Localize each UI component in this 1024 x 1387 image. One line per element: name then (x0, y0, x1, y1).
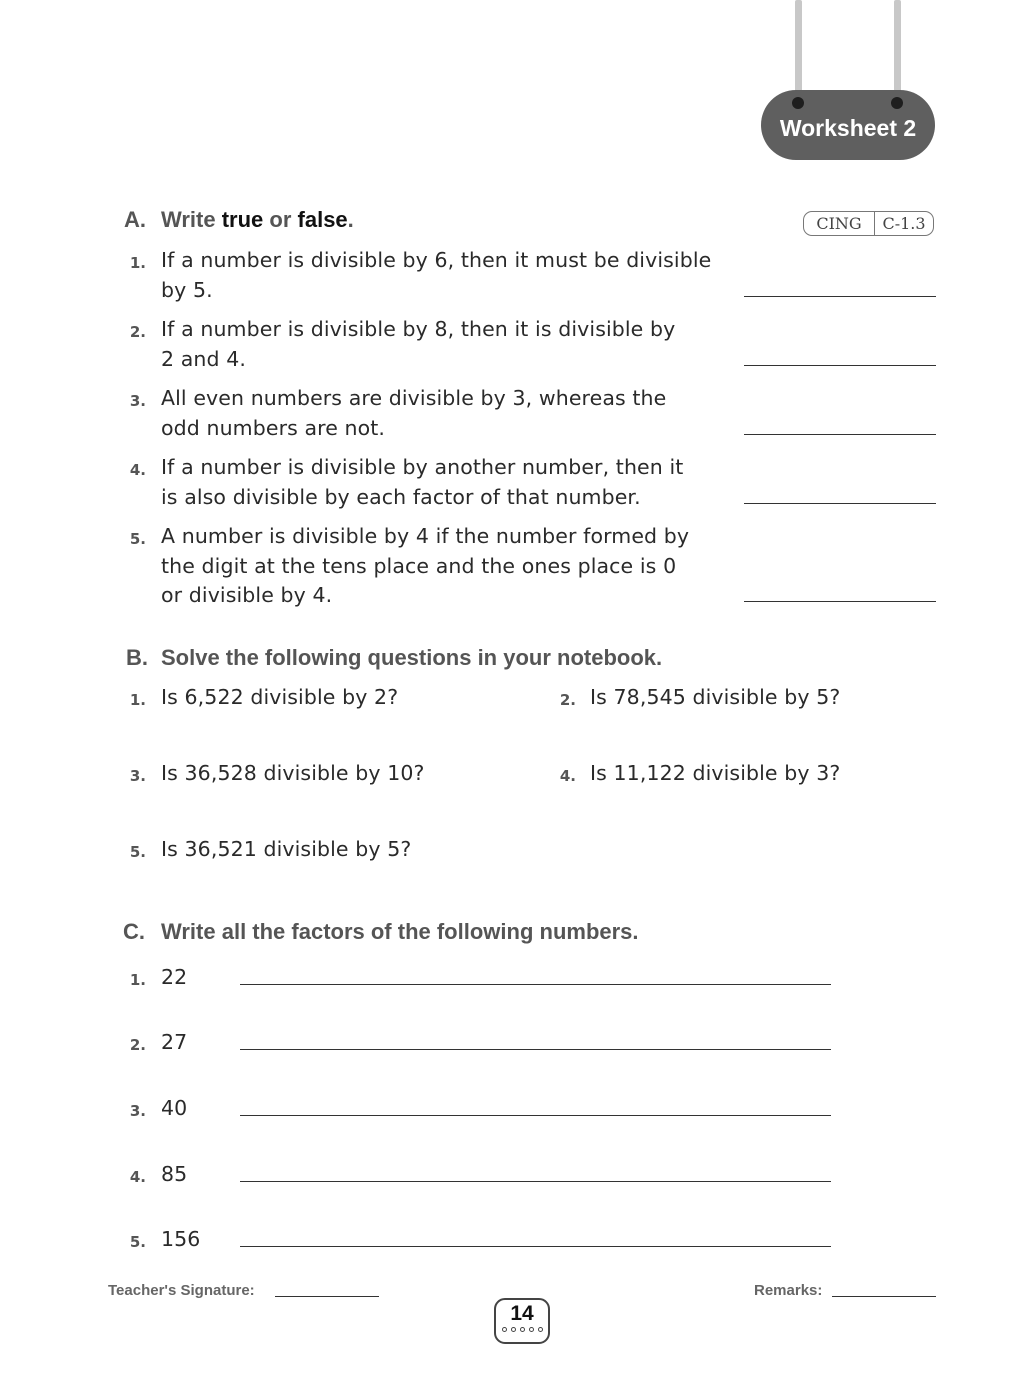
question-text: Is 36,528 divisible by 10? (161, 761, 425, 785)
factor-number: 27 (161, 1030, 188, 1054)
title-false: false (297, 207, 348, 232)
section-a-title (161, 207, 354, 233)
skill-badge-code: CING (804, 212, 875, 235)
question-line: All even numbers are divisible by 3, whereas the (161, 386, 667, 410)
question-number: 3. (129, 392, 146, 410)
section-b-title: Solve the following questions in your notebook. (161, 645, 663, 670)
question-text (161, 522, 689, 611)
question-line: A number is divisible by 4 if the number formed by (161, 524, 690, 548)
ring-left (792, 97, 804, 109)
question-number: 2. (129, 1036, 146, 1054)
skill-badge-chapter: C-1.3 (882, 214, 926, 233)
question-text (161, 453, 683, 512)
title-text: Write (161, 207, 222, 232)
question-number: 5. (129, 843, 146, 861)
question-text (161, 384, 666, 443)
skill-badge (803, 211, 934, 236)
answer-line[interactable] (744, 296, 936, 297)
question-line: odd numbers are not. (161, 415, 386, 440)
answer-line[interactable] (240, 1115, 831, 1116)
answer-line[interactable] (744, 503, 936, 504)
page-number: 14 (510, 1302, 534, 1325)
remarks-line[interactable] (832, 1296, 936, 1297)
page-number-badge (494, 1298, 550, 1344)
ring-right (891, 97, 903, 109)
question-line: If a number is divisible by 8, then it is divisible by (161, 317, 676, 341)
question-number: 4. (129, 1168, 146, 1186)
section-c-letter: C. (123, 919, 145, 944)
answer-line[interactable] (744, 365, 936, 366)
question-number: 2. (559, 691, 576, 709)
answer-line[interactable] (744, 434, 936, 435)
question-text (161, 246, 711, 305)
factor-number: 85 (161, 1162, 188, 1186)
question-number: 1. (129, 971, 146, 989)
question-number: 5. (129, 1233, 146, 1251)
factor-number: 40 (161, 1096, 188, 1120)
section-b-letter: B. (126, 645, 148, 670)
answer-line[interactable] (240, 984, 831, 985)
badge-dots-icon (502, 1327, 543, 1332)
section-a-letter: A. (124, 207, 146, 232)
question-number: 4. (129, 461, 146, 479)
question-line: If a number is divisible by another number, then it (161, 455, 684, 479)
hanger-left (795, 0, 802, 98)
teacher-signature-line[interactable] (275, 1296, 379, 1297)
answer-line[interactable] (240, 1181, 831, 1182)
answer-line[interactable] (240, 1049, 831, 1050)
question-text (161, 315, 675, 374)
question-line: 2 and 4. (161, 346, 247, 371)
worksheet-tag: Worksheet 2 (761, 90, 935, 160)
question-text: Is 36,521 divisible by 5? (161, 837, 412, 861)
question-number: 2. (129, 323, 146, 341)
question-line: If a number is divisible by 6, then it must be divisible (161, 248, 712, 272)
factor-number: 156 (161, 1227, 201, 1251)
question-number: 1. (129, 691, 146, 709)
question-number: 4. (559, 767, 576, 785)
question-line: is also divisible by each factor of that number. (161, 484, 641, 509)
section-c-title: Write all the factors of the following numbers. (161, 919, 639, 944)
question-line: by 5. (161, 277, 213, 302)
answer-line[interactable] (744, 601, 936, 602)
hanger-right (894, 0, 901, 98)
question-text: Is 78,545 divisible by 5? (590, 685, 841, 709)
question-line: the digit at the tens place and the ones place is 0 (161, 553, 677, 578)
title-text: or (263, 207, 298, 232)
title-text: . (347, 207, 354, 232)
answer-line[interactable] (240, 1246, 831, 1247)
question-number: 5. (129, 530, 146, 548)
question-number: 3. (129, 767, 146, 785)
title-true: true (221, 207, 264, 232)
remarks-label: Remarks: (754, 1282, 823, 1299)
question-line: or divisible by 4. (161, 583, 333, 607)
question-text: Is 6,522 divisible by 2? (161, 685, 399, 709)
factor-number: 22 (161, 965, 188, 989)
question-number: 3. (129, 1102, 146, 1120)
teacher-signature-label: Teacher's Signature: (108, 1282, 255, 1299)
question-number: 1. (129, 254, 146, 272)
question-text: Is 11,122 divisible by 3? (590, 761, 841, 785)
